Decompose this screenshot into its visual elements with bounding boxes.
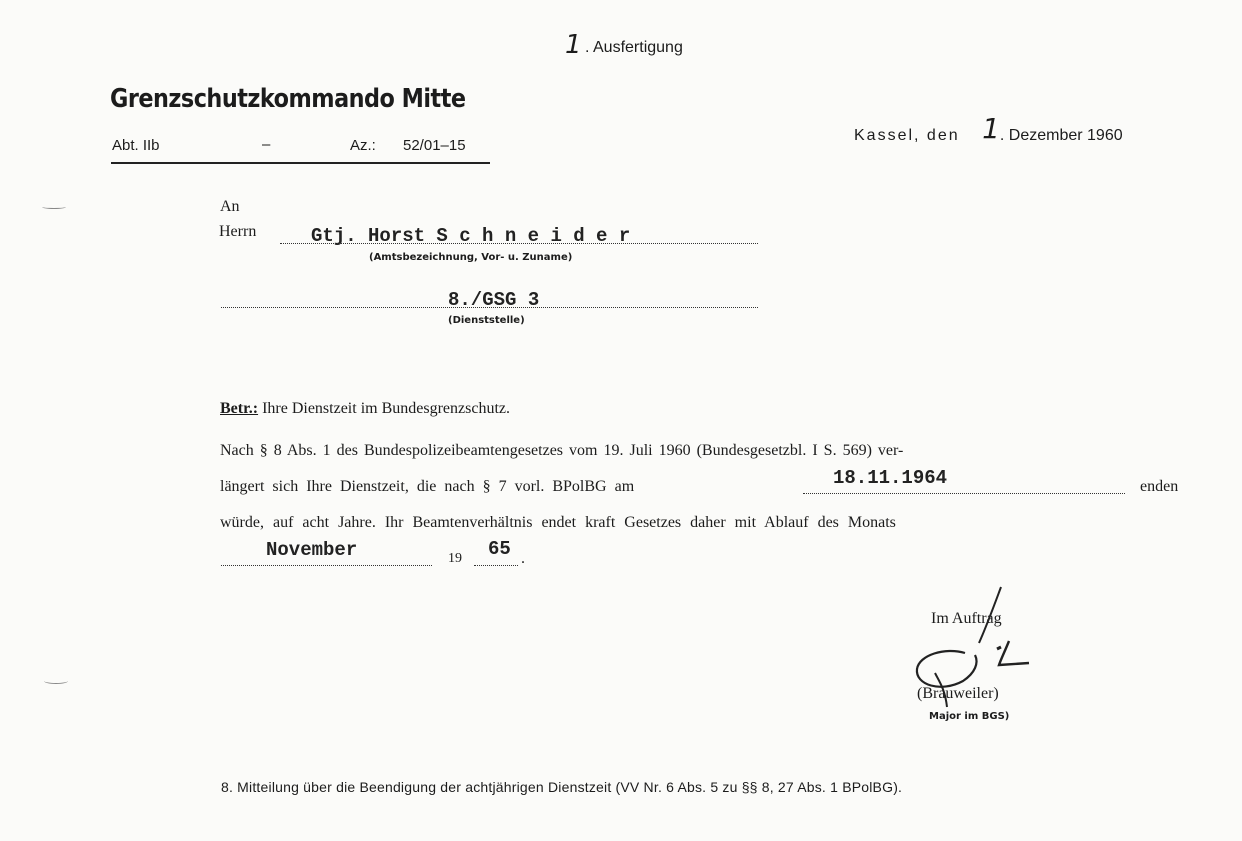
on-behalf: Im Auftrag (931, 610, 1002, 627)
date-day: 1 (982, 112, 1000, 145)
punch-mark-bottom (44, 678, 68, 684)
year-prefix: 19 (448, 551, 462, 566)
letterhead-dash: – (262, 136, 271, 153)
place-prefix: Kassel, den (854, 127, 960, 144)
copy-number: 1 (565, 30, 582, 60)
body-period: . (521, 550, 525, 567)
body-line-1: Nach § 8 Abs. 1 des Bundespolizeibeamtengesetzes vom 19. Juli 1960 (Bundesgesetzbl. I S. 569) ver- (220, 442, 904, 459)
end-date-line (803, 493, 1125, 494)
subject (220, 400, 510, 418)
date-suffix: . Dezember 1960 (999, 127, 1123, 144)
body-line-2-end: enden (1140, 478, 1179, 495)
month-line (221, 565, 432, 566)
signatory-name: (Brauweiler) (917, 685, 999, 702)
form-footer: 8. Mitteilung über die Beendigung der achtjährigen Dienstzeit (VV Nr. 6 Abs. 5 zu §§ 8, 27 Abs. 1 BPolBG). (221, 779, 903, 795)
punch-mark-top (42, 205, 66, 209)
department: Abt. IIb (112, 137, 160, 154)
recipient-unit-caption: (Dienststelle) (448, 315, 525, 326)
recipient-name-line (280, 243, 758, 244)
place-date (854, 114, 1123, 147)
end-date: 18.11.1964 (833, 467, 948, 489)
recipient-salutation: Herrn (219, 223, 257, 240)
recipient-to: An (220, 198, 240, 215)
body-line-2-start: längert sich Ihre Dienstzeit, die nach § 7 vorl. BPolBG am (220, 478, 635, 495)
letterhead-rule (111, 162, 490, 164)
recipient-name-caption: (Amtsbezeichnung, Vor- u. Zuname) (369, 252, 573, 263)
subject-text: Ihre Dienstzeit im Bundesgrenzschutz. (262, 400, 510, 417)
signatory-rank: Major im BGS) (929, 711, 1010, 722)
subject-label: Betr.: (220, 400, 259, 417)
year-line (474, 565, 518, 566)
body-line-3: würde, auf acht Jahre. Ihr Beamtenverhältnis endet kraft Gesetzes daher mit Ablauf des Monats (220, 514, 896, 531)
year-suffix: 65 (488, 538, 511, 560)
month: November (266, 539, 358, 561)
agency-name: Grenzschutzkommando Mitte (110, 84, 466, 114)
recipient-unit: 8./GSG 3 (448, 289, 540, 311)
recipient-name: Gtj. Horst S c h n e i d e r (311, 225, 631, 247)
copy-label: . Ausfertigung (585, 39, 683, 56)
file-ref: 52/01–15 (403, 137, 466, 154)
file-ref-label: Az.: (350, 137, 376, 154)
recipient-unit-line (221, 307, 758, 308)
